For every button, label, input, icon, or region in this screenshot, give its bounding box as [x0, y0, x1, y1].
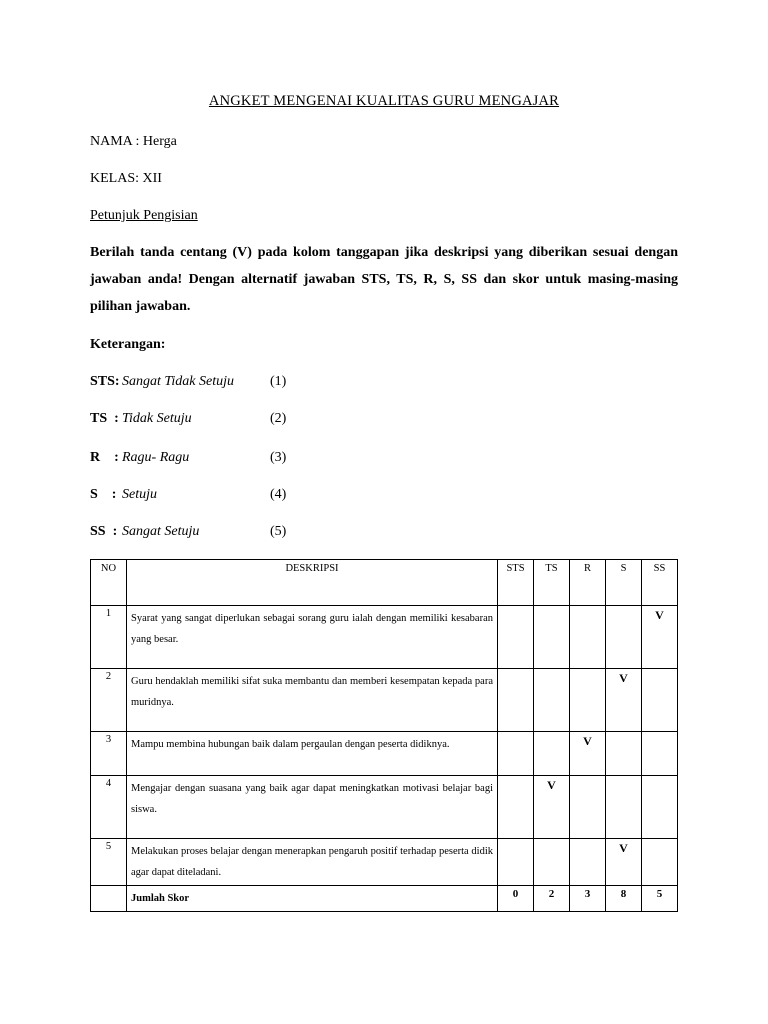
- mark-sts[interactable]: [498, 776, 534, 839]
- mark-ts[interactable]: [534, 732, 570, 776]
- mark-s[interactable]: [606, 606, 642, 669]
- header-description: DESKRIPSI: [127, 560, 498, 606]
- mark-s[interactable]: V: [606, 669, 642, 732]
- survey-table: [90, 559, 678, 912]
- header-sts: STS: [498, 560, 534, 606]
- header-no: NO: [91, 560, 127, 606]
- legend-score: (4): [270, 487, 287, 502]
- table-header-row: [91, 560, 678, 606]
- total-sts: 0: [498, 886, 534, 912]
- total-row: [91, 886, 678, 912]
- mark-ss[interactable]: [642, 839, 678, 886]
- mark-s[interactable]: V: [606, 839, 642, 886]
- mark-r[interactable]: [570, 606, 606, 669]
- table-row: [91, 669, 678, 732]
- mark-ts[interactable]: V: [534, 776, 570, 839]
- legend-code: TS :: [90, 411, 119, 426]
- mark-ss[interactable]: V: [642, 606, 678, 669]
- table-row: [91, 839, 678, 886]
- row-number: 3: [91, 732, 127, 776]
- legend-desc: Setuju: [122, 487, 157, 502]
- mark-ts[interactable]: [534, 839, 570, 886]
- instruction-line-3: pilihan jawaban.: [90, 299, 191, 314]
- row-number: 5: [91, 839, 127, 886]
- legend-desc: Ragu- Ragu: [122, 450, 190, 465]
- mark-s[interactable]: [606, 732, 642, 776]
- total-ts: 2: [534, 886, 570, 912]
- total-number-cell: [91, 886, 127, 912]
- legend-desc: Sangat Tidak Setuju: [122, 374, 234, 389]
- name-line: NAMA : Herga: [90, 134, 177, 149]
- instruction-line-1: Berilah tanda centang (V) pada kolom tanggapan jika deskripsi yang diberikan sesuai dengan: [90, 245, 678, 260]
- legend-heading: Keterangan:: [90, 337, 166, 352]
- mark-sts[interactable]: [498, 839, 534, 886]
- mark-r[interactable]: [570, 839, 606, 886]
- legend-score: (1): [270, 374, 287, 389]
- legend-code: STS:: [90, 374, 120, 389]
- instruction-line-2: jawaban anda! Dengan alternatif jawaban STS, TS, R, S, SS dan skor untuk masing-masing: [90, 272, 678, 287]
- legend-score: (3): [270, 450, 287, 465]
- mark-r[interactable]: [570, 776, 606, 839]
- legend-code: S :: [90, 487, 117, 502]
- header-r: R: [570, 560, 606, 606]
- header-s: S: [606, 560, 642, 606]
- mark-ss[interactable]: [642, 669, 678, 732]
- total-label: Jumlah Skor: [127, 886, 498, 912]
- class-line: KELAS: XII: [90, 171, 162, 186]
- mark-s[interactable]: [606, 776, 642, 839]
- row-description: Guru hendaklah memiliki sifat suka membantu dan memberi kesempatan kepada para muridnya.: [127, 669, 498, 732]
- header-ts: TS: [534, 560, 570, 606]
- legend-desc: Tidak Setuju: [122, 411, 192, 426]
- total-r: 3: [570, 886, 606, 912]
- mark-sts[interactable]: [498, 732, 534, 776]
- table-row: [91, 732, 678, 776]
- row-number: 1: [91, 606, 127, 669]
- legend-desc: Sangat Setuju: [122, 524, 200, 539]
- mark-ss[interactable]: [642, 776, 678, 839]
- legend-code: SS :: [90, 524, 118, 539]
- total-s: 8: [606, 886, 642, 912]
- instructions-heading: Petunjuk Pengisian: [90, 208, 198, 223]
- mark-sts[interactable]: [498, 606, 534, 669]
- row-description: Melakukan proses belajar dengan menerapkan pengaruh positif terhadap peserta didik agar dapat diteladani.: [127, 839, 498, 886]
- table-row: [91, 776, 678, 839]
- header-ss: SS: [642, 560, 678, 606]
- mark-ts[interactable]: [534, 606, 570, 669]
- row-description: Mampu membina hubungan baik dalam pergaulan dengan peserta didiknya.: [127, 732, 498, 776]
- row-description: Mengajar dengan suasana yang baik agar dapat meningkatkan motivasi belajar bagi siswa.: [127, 776, 498, 839]
- mark-ts[interactable]: [534, 669, 570, 732]
- legend-score: (5): [270, 524, 287, 539]
- mark-ss[interactable]: [642, 732, 678, 776]
- total-ss: 5: [642, 886, 678, 912]
- mark-r[interactable]: V: [570, 732, 606, 776]
- legend-code: R :: [90, 450, 119, 465]
- row-description: Syarat yang sangat diperlukan sebagai sorang guru ialah dengan memiliki kesabaran yang besar.: [127, 606, 498, 669]
- legend-score: (2): [270, 411, 287, 426]
- page-title: ANGKET MENGENAI KUALITAS GURU MENGAJAR: [208, 93, 560, 109]
- row-number: 4: [91, 776, 127, 839]
- mark-sts[interactable]: [498, 669, 534, 732]
- mark-r[interactable]: [570, 669, 606, 732]
- table-row: [91, 606, 678, 669]
- row-number: 2: [91, 669, 127, 732]
